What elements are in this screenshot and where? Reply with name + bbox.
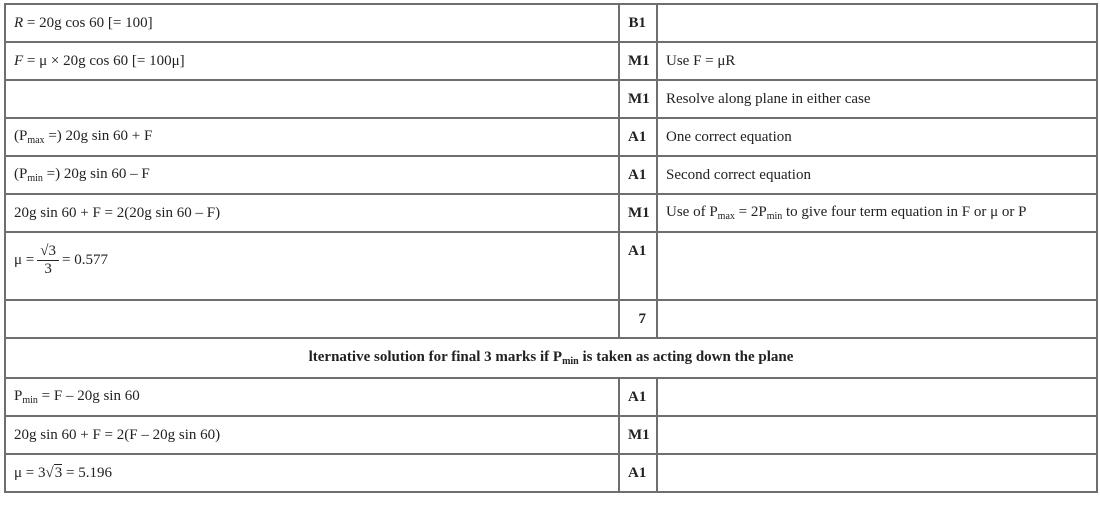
fraction: $\frac{√3}{3}$	[37, 243, 59, 278]
alternative-banner-row	[5, 338, 1097, 378]
mark-cell: M1	[619, 194, 657, 232]
table-row	[5, 42, 1097, 80]
note-cell: Use of $P_{max} = 2P_{min}$ to give four term equation in F or μ or P	[657, 194, 1097, 232]
mark-cell: M1	[619, 80, 657, 118]
note-cell	[657, 4, 1097, 42]
working-cell	[5, 80, 619, 118]
table-row	[5, 416, 1097, 454]
table-row	[5, 378, 1097, 416]
note-cell	[657, 454, 1097, 492]
working-cell: ($P_{max}$ =) 20g sin 60 + F	[5, 118, 619, 156]
mark-cell: A1	[619, 454, 657, 492]
table-row	[5, 156, 1097, 194]
mark-cell: B1	[619, 4, 657, 42]
total-row	[5, 300, 1097, 338]
mark-cell: A1	[619, 118, 657, 156]
mark-cell: M1	[619, 416, 657, 454]
mark-scheme-table	[4, 3, 1098, 493]
mark-cell: A1	[619, 232, 657, 300]
mark-cell: M1	[619, 42, 657, 80]
note-cell: Use F = μR	[657, 42, 1097, 80]
sqrt-symbol: √	[45, 464, 54, 481]
table-row	[5, 454, 1097, 492]
note-cell	[657, 378, 1097, 416]
working-cell: $P_{min} = F - 20g$ sin 60	[5, 378, 619, 416]
mark-cell: A1	[619, 156, 657, 194]
working-cell: ($P_{min}$ =) 20g sin 60 – F	[5, 156, 619, 194]
table-row	[5, 4, 1097, 42]
note-cell: Resolve along plane in either case	[657, 80, 1097, 118]
working-cell: 20g sin 60 + F = 2(20g sin 60 – F)	[5, 194, 619, 232]
note-cell	[657, 232, 1097, 300]
working-cell: μ = $\frac{√3}{3}$ = 0.577	[5, 232, 619, 300]
working-cell: R = 20g cos 60 [= 100]	[5, 4, 619, 42]
table-row	[5, 118, 1097, 156]
working-cell: μ = 3√3 = 5.196	[5, 454, 619, 492]
total-mark: 7	[619, 300, 657, 338]
working-cell: F = μ × 20g cos 60 [= 100μ]	[5, 42, 619, 80]
working-cell	[5, 300, 619, 338]
table-row	[5, 194, 1097, 232]
note-cell: One correct equation	[657, 118, 1097, 156]
working-cell: 20g sin 60 + F = 2(F – 20g sin 60)	[5, 416, 619, 454]
alternative-banner: lternative solution for final 3 marks if $P_{min}$ is taken as acting down the plane	[5, 338, 1097, 378]
table-row	[5, 232, 1097, 300]
note-cell	[657, 300, 1097, 338]
note-cell	[657, 416, 1097, 454]
mark-scheme	[4, 3, 1098, 493]
mark-cell: A1	[619, 378, 657, 416]
note-cell: Second correct equation	[657, 156, 1097, 194]
table-row	[5, 80, 1097, 118]
